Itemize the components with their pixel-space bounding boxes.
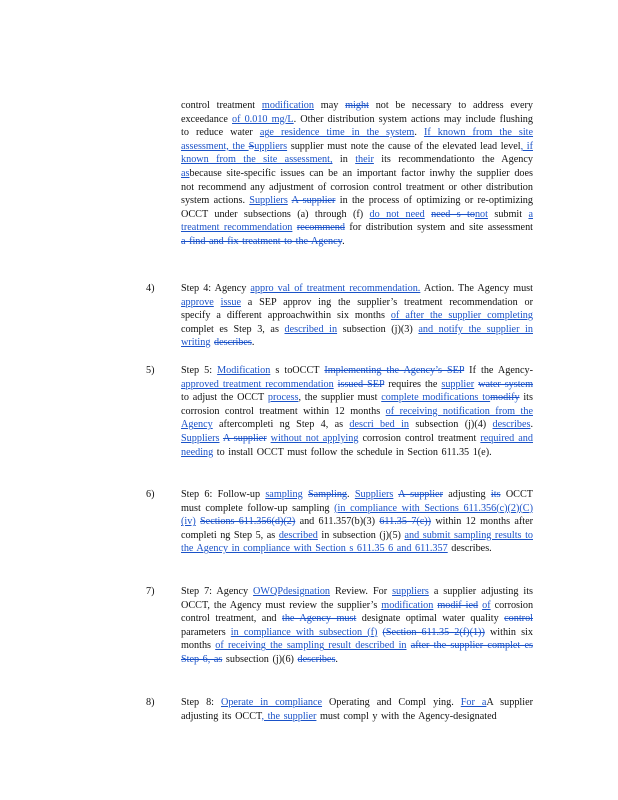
deleted-text: need s to [431,208,475,220]
step-number: 6) [146,489,155,500]
body-text: A supplier adjusting its OCCT [181,697,533,722]
inserted-text: without not applying [270,432,359,444]
body-text: Review. For [330,586,393,597]
step-number: 5) [146,365,155,376]
inserted-text: and submit sampling results to the Agency in compliance with Section s 611.35 6 and 611.357 [181,529,533,555]
deleted-text: water system [478,378,534,390]
body-text: . [530,419,533,431]
inserted-text: uppliers [254,140,288,152]
inserted-text: (in compliance with Sections 611.356(c)(2)(C)(iv) [181,502,533,528]
deleted-text: A supplier [291,195,336,207]
body-text: for distribution system and site assessment [344,222,533,234]
body-text: Operating and Compl ying. [322,697,461,708]
inserted-text: a treatment recommendation [181,208,533,234]
body-text: in subsection (j)(5) [317,529,405,541]
inserted-text: of 0.010 mg/L [232,113,294,125]
deleted-text: 611.35 7(c)) [379,516,432,528]
deleted-text: its [490,489,501,500]
inserted-text: issue [220,296,241,308]
body-text: . [251,337,255,349]
inserted-text: supplier [441,378,475,390]
body-text: supplier must note the cause of the elevated lead level [287,140,521,152]
inserted-text: described [278,529,318,541]
deleted-text: Implementing the Agency’s SEP [324,365,465,376]
deleted-text: modify [490,392,520,404]
inserted-text: For a [460,697,487,708]
inserted-text: their [355,154,374,166]
inserted-text: Suppliers [249,195,288,207]
deleted-text: issued SEP [337,378,385,390]
body-text: . Other distribution system actions may include flushing to reduce water [181,113,533,139]
inserted-text: Operate in compliance [220,697,323,708]
body-text: Step 7: Agency [181,586,254,597]
body-text: within 12 months after completi ng Step 5, as [181,516,534,541]
inserted-text: complete modifications to [381,392,491,404]
step-6-paragraph [181,488,533,556]
body-text: . [414,127,424,139]
body-text: a SEP approv ing the supplier’s treatment recommendation or specify a different approachwithin six months [181,296,533,322]
body-text: within six months [181,626,533,652]
deleted-text: Sampling [307,489,348,500]
inserted-text: approve [181,296,214,308]
deleted-text: A supplier [398,489,443,500]
inserted-text: age residence time in the system [259,127,415,139]
step-7-paragraph [181,585,533,667]
body-text: to install OCCT must follow the schedule in Section 611.35 1(e). [213,446,492,458]
deleted-text: S [248,140,255,152]
inserted-text: and notify the supplier in writing [181,323,533,349]
body-text: and 611.357(b)(3) [295,516,380,528]
body-text [214,297,221,308]
body-text: in [332,154,356,166]
inserted-text: of receiving notification from the Agency [181,405,533,431]
inserted-text: approved treatment recommendation [181,378,334,390]
body-text: subsection (j)(6) [222,653,298,665]
inserted-text: not [474,208,488,220]
body-text: corrosion control treatment, and [181,599,534,625]
deleted-text: A supplier [222,432,267,444]
deleted-text: might [345,100,369,111]
inserted-text: If known from the site assessment, the [181,127,534,152]
deleted-text: the Agency must [281,613,357,625]
inserted-text: sampling [265,489,303,500]
body-text: its corrosion control treatment within 12 months [181,392,533,417]
body-text: parameters [181,626,231,638]
body-text: adjusting [442,489,491,500]
body-text: aftercompleti ng Step 4, as [212,419,350,431]
inserted-text: designation [283,586,331,597]
body-text: subsection (j)(3) [337,323,419,335]
step-number: 7) [146,586,155,597]
body-text: control treatment [181,100,262,111]
step-5-paragraph [181,364,533,459]
body-text: to adjust the OCCT [181,392,268,404]
body-text: OCCT must complete follow-up sampling [181,489,533,514]
body-text: must compl y with the Agency-designated [316,710,497,722]
body-text: s toOCCT [270,365,325,376]
inserted-text: modification [261,100,314,111]
body-text: in the process of optimizing or re-optimizing OCCT under subsections (a) through (f) [181,195,533,220]
inserted-text: do not need [369,208,425,220]
body-text: may [313,100,346,111]
deleted-text: (Section 611.35 2(f)(1)) [382,626,485,638]
body-text: corrosion control treatment [358,432,481,444]
inserted-text: in compliance with subsection (f) [230,626,378,638]
body-text: If the Agency- [464,365,534,376]
inserted-text: as [181,167,190,179]
deleted-text: after the supplier complet es Step 6, as [181,640,533,665]
inserted-text: process [267,392,299,404]
body-text: describes. [447,543,492,555]
inserted-text: Suppliers [181,432,220,444]
body-text: , the supplier must [298,392,382,404]
deleted-text: describes [213,337,252,349]
body-text: designate optimal water quality [356,613,505,625]
inserted-text: , if known from the site assessment, [181,140,533,166]
body-text: its recommendationto the Agency [373,154,533,166]
inserted-text: of [482,599,491,611]
inserted-text: suppliers [392,586,429,597]
body-text: submit [487,208,529,220]
body-text: not be necessary to address every exceedance [181,100,533,125]
body-text: Step 6: Follow-up [181,489,266,500]
body-text: Step 5: [181,365,218,376]
inserted-text: describes [492,419,531,431]
inserted-text: Suppliers [354,489,394,500]
deleted-text: modif ied [437,599,479,611]
body-text: subsection (j)(4) [409,419,493,431]
deleted-text: control [504,613,533,625]
body-text: Step 8: [181,697,221,708]
deleted-text: recommend [296,222,345,234]
inserted-text: , the supplier [261,710,317,722]
inserted-text: described in [284,323,338,335]
deleted-text: a find and fix treatment to the Agency [181,235,343,247]
inserted-text: OWQP [253,586,284,597]
body-text: Action. The Agency must [420,283,533,294]
intro-paragraph [181,99,533,249]
inserted-text: of after the supplier completing [390,310,533,322]
inserted-text: of receiving the sampling result described in [215,640,407,652]
body-text: a supplier adjusting its OCCT, the Agency must review the supplier’s [181,586,534,611]
body-text: . [347,489,355,500]
body-text: complet es Step 3, as [181,323,285,335]
inserted-text: modification [381,599,434,611]
deleted-text: Sections 611.356(d)(2) [200,516,296,528]
step-8-paragraph [181,696,533,723]
deleted-text: describes [297,653,336,665]
step-number: 8) [146,697,155,708]
step-4-paragraph [181,282,533,350]
body-text: . [335,653,338,665]
inserted-text: descri bed in [349,419,410,431]
body-text: requires the [384,378,442,390]
step-number: 4) [146,283,155,294]
inserted-text: required and needing [181,432,533,458]
body-text: Step 4: Agency [181,283,251,294]
body-text: . [342,235,345,247]
inserted-text: appro val of treatment recommendation. [250,283,421,294]
body-text: because site-specific issues can be an important factor inwhy the supplier does not recommend any adjustment of corrosion control treatment or other distribution system actions. [181,167,533,207]
inserted-text: Modification [217,365,271,376]
